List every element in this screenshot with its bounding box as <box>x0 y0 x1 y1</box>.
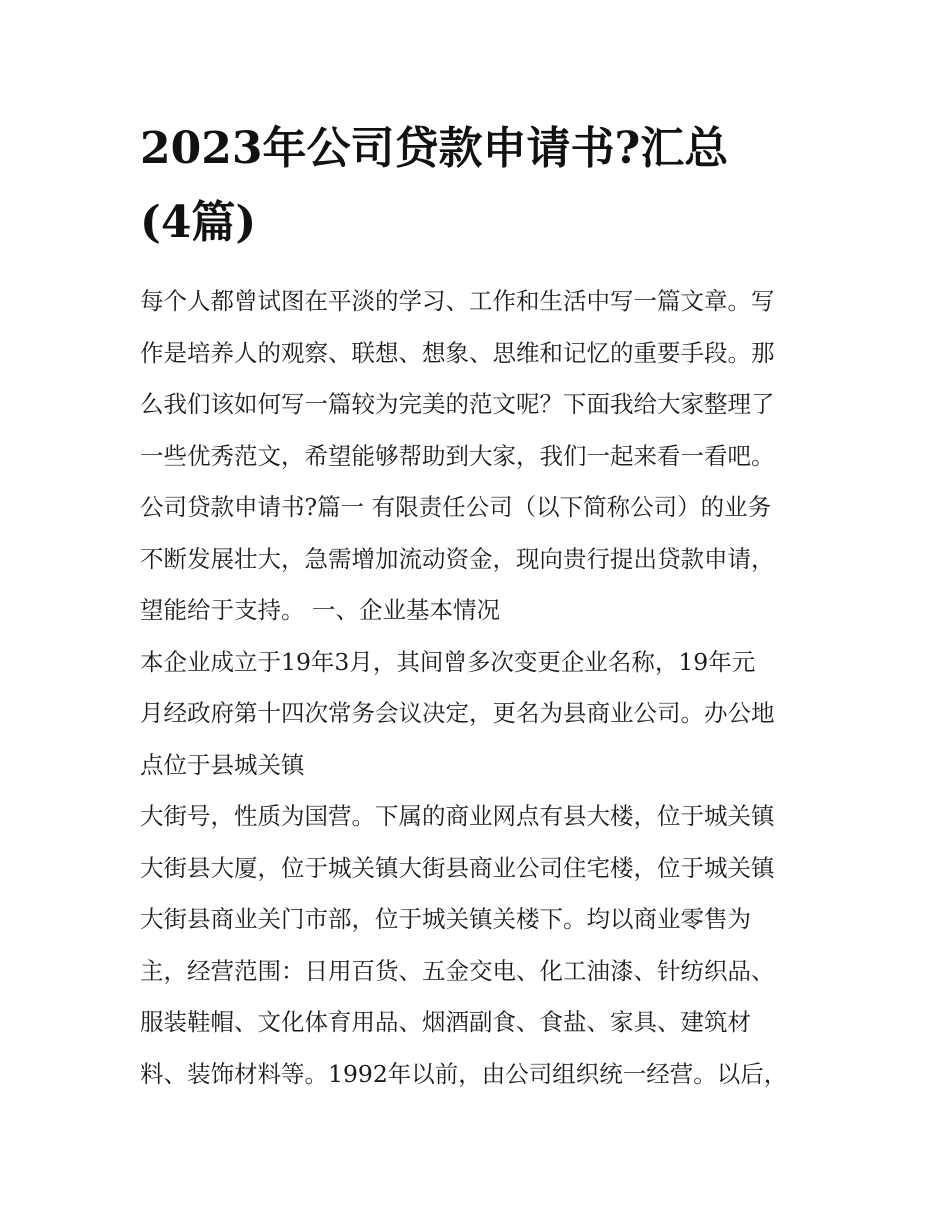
text-line: 一些优秀范文，希望能够帮助到大家，我们一起来看一看吧。 <box>140 441 775 470</box>
text-line: 大街县商业关门市部，位于城关镇关楼下。均以商业零售为 <box>140 905 751 933</box>
text-line: 大街号，性质为国营。下属的商业网点有县大楼，位于城关镇 <box>140 802 775 830</box>
text-line: 大街县大厦，位于城关镇大街县商业公司住宅楼，位于城关镇 <box>140 853 775 882</box>
text-line: 本企业成立于19年3月，其间曾多次变更企业名称，19年元 <box>140 647 756 676</box>
title-line: 2023年公司贷款申请书?汇总 <box>140 123 729 174</box>
text-line: 公司贷款申请书?篇一 有限责任公司（以下简称公司）的业务 <box>140 493 772 521</box>
document-title <box>140 112 820 260</box>
text-line: 月经政府第十四次常务会议决定，更名为县商业公司。办公地 <box>140 699 775 727</box>
text-line: 望能给于支持。 一、企业基本情况 <box>140 596 500 624</box>
text-line: 点位于县城关镇 <box>140 750 305 779</box>
text-line: 主，经营范围：日用百货、五金交电、化工油漆、针纺织品、 <box>140 956 775 985</box>
text-line: 料、装饰材料等。1992年以前，由公司组织统一经营。以后， <box>140 1059 788 1088</box>
text-line: 么我们该如何写一篇较为完美的范文呢？下面我给大家整理了 <box>140 390 775 418</box>
title-line: (4篇) <box>140 197 257 248</box>
text-line: 服装鞋帽、文化体育用品、烟酒副食、食盐、家具、建筑材 <box>140 1008 751 1036</box>
text-line: 每个人都曾试图在平淡的学习、工作和生活中写一篇文章。写 <box>140 287 775 315</box>
text-line: 作是培养人的观察、联想、想象、思维和记忆的重要手段。那 <box>140 338 775 367</box>
document-body <box>140 276 816 1100</box>
text-line: 不断发展壮大，急需增加流动资金，现向贵行提出贷款申请， <box>140 544 775 573</box>
